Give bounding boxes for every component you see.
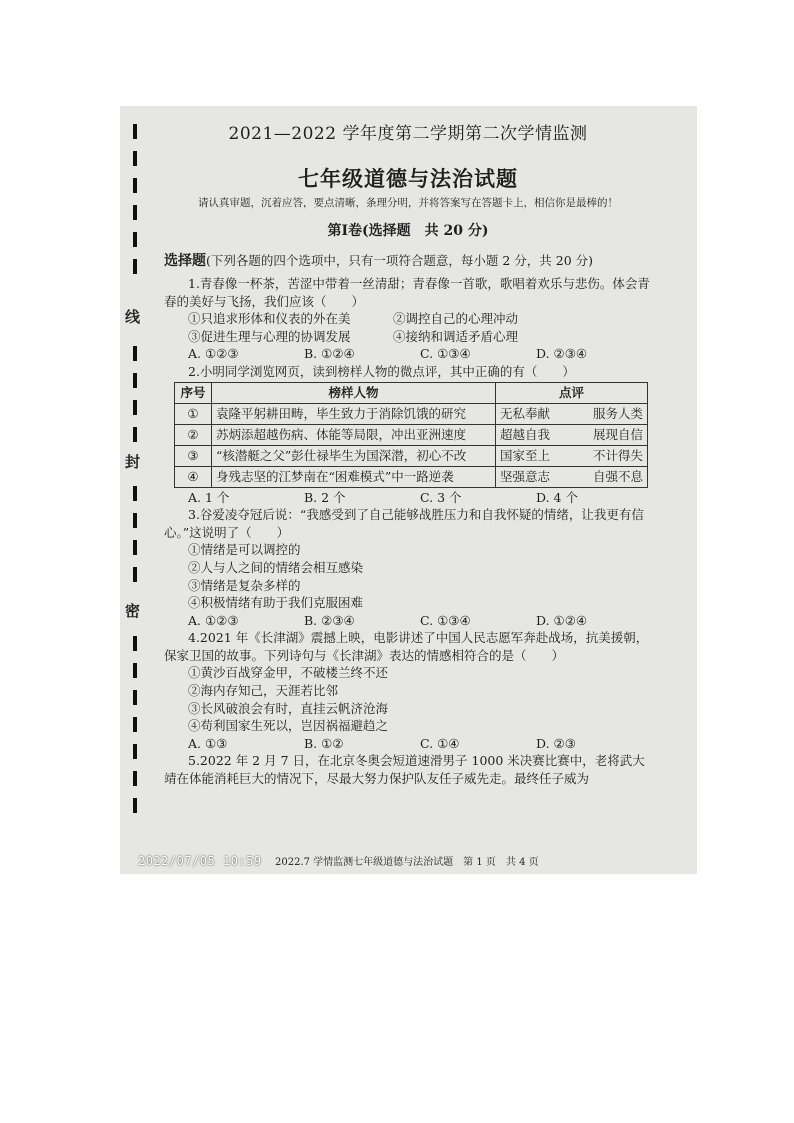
binding-dash <box>133 427 137 442</box>
binding-dash <box>133 346 137 361</box>
binding-dash <box>133 690 137 705</box>
table-header-comment: 点评 <box>496 382 648 403</box>
exam-instruction: 请认真审题，沉着应答，要点清晰，条理分明，并将答案写在答题卡上，相信你是最棒的！ <box>198 197 618 210</box>
q2-choice-a: A. 1 个 <box>188 489 230 505</box>
question-2-stem: 2.小明同学浏览网页，读到榜样人物的微点评，其中正确的有（ ） <box>188 363 575 379</box>
binding-mark-xian: 线 <box>125 308 141 326</box>
question-3-stem: 3.谷爱凌夺冠后说：“我感受到了自己能够战胜压力和自我怀疑的情绪，让我更有信心。”这说明了（ ） <box>164 507 644 540</box>
table-cell-no: ① <box>175 403 212 424</box>
q4-option: ③长风破浪会有时，直挂云帆济沧海 <box>188 700 389 716</box>
q1-choice-b: B. ①②④ <box>304 346 355 362</box>
q3-choice-b: B. ②③④ <box>304 612 355 628</box>
q1-choice-c: C. ①③④ <box>420 346 471 362</box>
table-cell-person: 袁隆平躬耕田畴，毕生致力于消除饥饿的研究 <box>212 403 496 424</box>
binding-dash <box>133 124 137 139</box>
photo-timestamp: 2022/07/05 10:59 <box>138 854 262 868</box>
question-5-stem: 5.2022 年 2 月 7 日，在北京冬奥会短道速滑男子 1000 米决赛比赛中，老将武大靖在体能消耗巨大的情况下，尽最大努力保护队友任子威先走。最终任子威为 <box>164 753 645 787</box>
table-header-no: 序号 <box>175 382 212 403</box>
binding-dash <box>133 205 137 220</box>
q1-option: ③促进生理与心理的协调发展 <box>188 328 351 344</box>
table-header-row <box>175 382 648 403</box>
section-label: 选择题 <box>164 253 206 270</box>
q4-option: ②海内存知己，天涯若比邻 <box>188 683 339 699</box>
binding-dash <box>133 567 137 582</box>
question-2-choices <box>188 489 652 507</box>
q4-choice-a: A. ①③ <box>188 735 228 751</box>
binding-dash <box>133 400 137 415</box>
binding-dash <box>133 259 137 274</box>
table-row <box>175 403 648 424</box>
table-cell-comment <box>496 403 648 424</box>
q3-option: ②人与人之间的情绪会相互感染 <box>188 559 364 575</box>
table-row <box>175 445 648 466</box>
q2-choice-c: C. 3 个 <box>420 489 462 505</box>
q4-choice-c: C. ①④ <box>420 735 460 751</box>
comment-part: 展现自信 <box>592 426 643 442</box>
binding-dash <box>133 540 137 555</box>
q3-option: ③情绪是复杂多样的 <box>188 577 301 593</box>
table-cell-person: 身残志坚的江梦南在“困难模式”中一路逆袭 <box>212 466 496 487</box>
binding-dash <box>133 636 137 651</box>
binding-dash <box>133 373 137 388</box>
exam-term-title: 2021—2022 学年度第二学期第二次学情监测 <box>228 124 588 144</box>
binding-dash <box>133 151 137 166</box>
binding-mark-mi: 密 <box>125 602 141 620</box>
binding-dash <box>133 744 137 759</box>
section-heading <box>164 252 652 271</box>
table-header-person: 榜样人物 <box>212 382 496 403</box>
comment-part: 服务人类 <box>592 405 643 421</box>
part-title: 第Ⅰ卷(选择题 共 20 分) <box>327 222 489 239</box>
comment-part: 国家至上 <box>500 447 551 463</box>
q1-option: ②调控自己的心理冲动 <box>393 311 519 327</box>
table-cell-person: “核潜艇之父”彭仕禄毕生为国深潜，初心不改 <box>212 445 496 466</box>
binding-mark-feng: 封 <box>125 453 141 471</box>
table-cell-comment <box>496 424 648 445</box>
comment-part: 不计得失 <box>592 447 643 463</box>
q4-choice-d: D. ②③ <box>536 735 576 751</box>
question-1-options <box>188 328 652 346</box>
question-1-stem: 1.青春像一杯茶，苦涩中带着一丝清甜；青春像一首歌，歌唱着欢乐与悲伤。体会青春的美好与飞扬，我们应该（ ） <box>164 275 650 309</box>
q1-choice-d: D. ②③④ <box>536 346 588 362</box>
table-row <box>175 466 648 487</box>
q1-option: ①只追求形体和仪表的外在美 <box>188 311 351 327</box>
binding-dash <box>133 178 137 193</box>
binding-dash <box>133 798 137 813</box>
page-number-text: 2022.7 学情监测七年级道德与法治试题 第 1 页 共 4 页 <box>275 857 539 868</box>
table-cell-comment <box>496 445 648 466</box>
table-cell-no: ② <box>175 424 212 445</box>
section-desc: (下列各题的四个选项中，只有一项符合题意，每小题 2 分，共 20 分) <box>206 253 594 269</box>
binding-dash <box>133 663 137 678</box>
table-cell-no: ④ <box>175 466 212 487</box>
binding-dash <box>133 232 137 247</box>
table-row <box>175 424 648 445</box>
question-1-choices <box>188 345 652 363</box>
q4-choice-b: B. ①② <box>304 735 344 751</box>
question-3-choices <box>188 612 652 630</box>
table-cell-person: 苏炳添超越伤病、体能等局限，冲出亚洲速度 <box>212 424 496 445</box>
q3-choice-d: D. ①②④ <box>536 612 588 628</box>
binding-dash <box>133 513 137 528</box>
binding-dash <box>133 486 137 501</box>
table-cell-no: ③ <box>175 445 212 466</box>
comment-part: 坚强意志 <box>500 468 551 484</box>
binding-dash <box>133 717 137 732</box>
q2-choice-b: B. 2 个 <box>304 489 346 505</box>
binding-dash <box>133 771 137 786</box>
exam-content <box>164 126 652 788</box>
table-cell-comment <box>496 466 648 487</box>
comment-part: 自强不息 <box>592 468 643 484</box>
q4-option: ①黄沙百战穿金甲，不破楼兰终不还 <box>188 665 389 681</box>
scanned-exam-page <box>120 106 697 874</box>
exam-subject-title: 七年级道德与法治试题 <box>298 165 518 191</box>
q1-option: ④接纳和调适矛盾心理 <box>393 328 519 344</box>
role-model-table <box>174 382 648 488</box>
q1-choice-a: A. ①②③ <box>188 346 239 362</box>
q3-option: ④积极情绪有助于我们克服困难 <box>188 595 364 611</box>
question-4-stem: 4.2021 年《长津湖》震撼上映，电影讲述了中国人民志愿军奔赴战场，抗美援朝，保家卫国的故事。下列诗句与《长津湖》表达的情感相符合的是（ ） <box>164 630 649 663</box>
q3-choice-c: C. ①③④ <box>420 612 471 628</box>
q2-choice-d: D. 4 个 <box>536 489 578 505</box>
q3-option: ①情绪是可以调控的 <box>188 542 301 558</box>
question-1-options <box>188 310 652 328</box>
comment-part: 无私奉献 <box>500 405 551 421</box>
question-4-choices <box>188 735 652 753</box>
comment-part: 超越自我 <box>500 426 551 442</box>
q3-choice-a: A. ①②③ <box>188 612 239 628</box>
q4-option: ④苟利国家生死以，岂因祸福避趋之 <box>188 718 389 734</box>
